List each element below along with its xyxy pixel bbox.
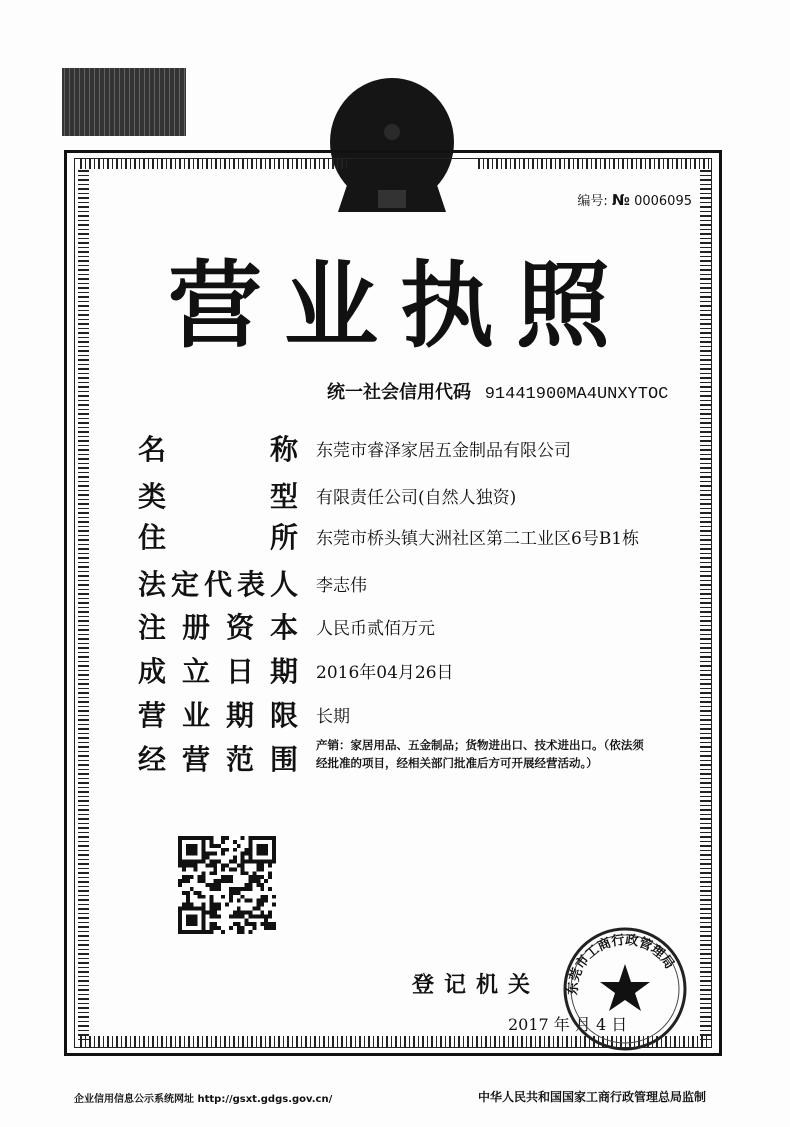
document-title: 营业执照 xyxy=(168,251,633,361)
field-value: 李志伟 xyxy=(316,576,367,596)
footer-website: 企业信用信息公示系统网址 http://gsxt.gdgs.gov.cn/ xyxy=(74,1094,333,1105)
field-label-char: 资 xyxy=(225,611,254,644)
field-label-char: 类 xyxy=(138,480,167,513)
field-value: 2016年04月26日 xyxy=(316,663,454,683)
field-value: 东莞市桥头镇大洲社区第二工业区6号B1栋 xyxy=(316,529,640,549)
registration-authority-label: 登记机关 xyxy=(412,973,541,998)
field-label-char: 日 xyxy=(225,655,254,688)
field-value: 长期 xyxy=(316,707,350,727)
field-label xyxy=(138,475,298,515)
field-label-char: 名 xyxy=(138,433,167,466)
border-ornament-top-left xyxy=(80,158,350,169)
field-value: 人民币贰佰万元 xyxy=(316,619,435,639)
field-label-char: 营 xyxy=(138,699,167,732)
serial-symbol: № xyxy=(611,191,630,209)
field-label xyxy=(138,516,298,556)
field-label-char: 代 xyxy=(203,568,232,601)
business-scope-line: 产销：家居用品、五金制品；货物进出口、技术进出口。（依法须 xyxy=(316,738,644,752)
field-label-char: 人 xyxy=(269,568,298,601)
field-label-char: 经 xyxy=(138,743,167,776)
serial-number xyxy=(577,190,692,209)
serial-value: 0006095 xyxy=(634,194,692,209)
field-value: 有限责任公司(自然人独资) xyxy=(316,488,517,508)
field-label-char: 期 xyxy=(225,699,254,732)
border-ornament-right xyxy=(700,170,711,1040)
issue-date: 2017 年 月 4 日 xyxy=(508,1015,628,1034)
field-label xyxy=(138,738,298,778)
field-label xyxy=(138,428,298,468)
field-label-char: 法 xyxy=(138,568,167,601)
field-label xyxy=(138,606,298,646)
border-ornament-top-right xyxy=(478,158,710,169)
credit-code-label: 统一社会信用代码 xyxy=(327,382,471,403)
serial-label: 编号: xyxy=(577,194,608,209)
field-label-char: 期 xyxy=(269,655,298,688)
field-label-char: 成 xyxy=(138,655,167,688)
business-scope-line: 经批准的项目，经相关部门批准后方可开展经营活动。） xyxy=(316,756,598,770)
field-label xyxy=(138,650,298,690)
field-label-char: 住 xyxy=(138,521,167,554)
svg-text:东莞市工商行政管理局: 东莞市工商行政管理局 xyxy=(565,932,677,996)
field-label-char: 本 xyxy=(269,611,298,644)
qr-code xyxy=(178,836,276,934)
field-label xyxy=(138,694,298,734)
official-seal xyxy=(560,924,690,1054)
field-label-char: 所 xyxy=(269,521,298,554)
border-ornament-left xyxy=(78,170,89,1040)
field-label-char: 型 xyxy=(269,480,298,513)
footer-issuer: 中华人民共和国国家工商行政管理总局监制 xyxy=(478,1090,707,1104)
field-label-char: 注 xyxy=(138,611,167,644)
business-scope xyxy=(316,736,706,772)
field-label-char: 表 xyxy=(236,568,265,601)
field-label-char: 限 xyxy=(269,699,298,732)
credit-code xyxy=(327,378,668,404)
field-label-char: 称 xyxy=(269,433,298,466)
field-label-char: 营 xyxy=(181,743,210,776)
field-label xyxy=(138,563,298,603)
field-label-char: 定 xyxy=(170,568,199,601)
field-label-char: 业 xyxy=(181,699,210,732)
field-label-char: 范 xyxy=(225,743,254,776)
star-icon xyxy=(600,964,650,1011)
field-label-char: 围 xyxy=(269,743,298,776)
field-label-char: 立 xyxy=(181,655,210,688)
field-label-char: 册 xyxy=(181,611,210,644)
scan-artifact xyxy=(62,68,186,136)
credit-code-value: 91441900MA4UNXYTOC xyxy=(484,385,669,404)
field-value: 东莞市睿泽家居五金制品有限公司 xyxy=(316,441,571,461)
